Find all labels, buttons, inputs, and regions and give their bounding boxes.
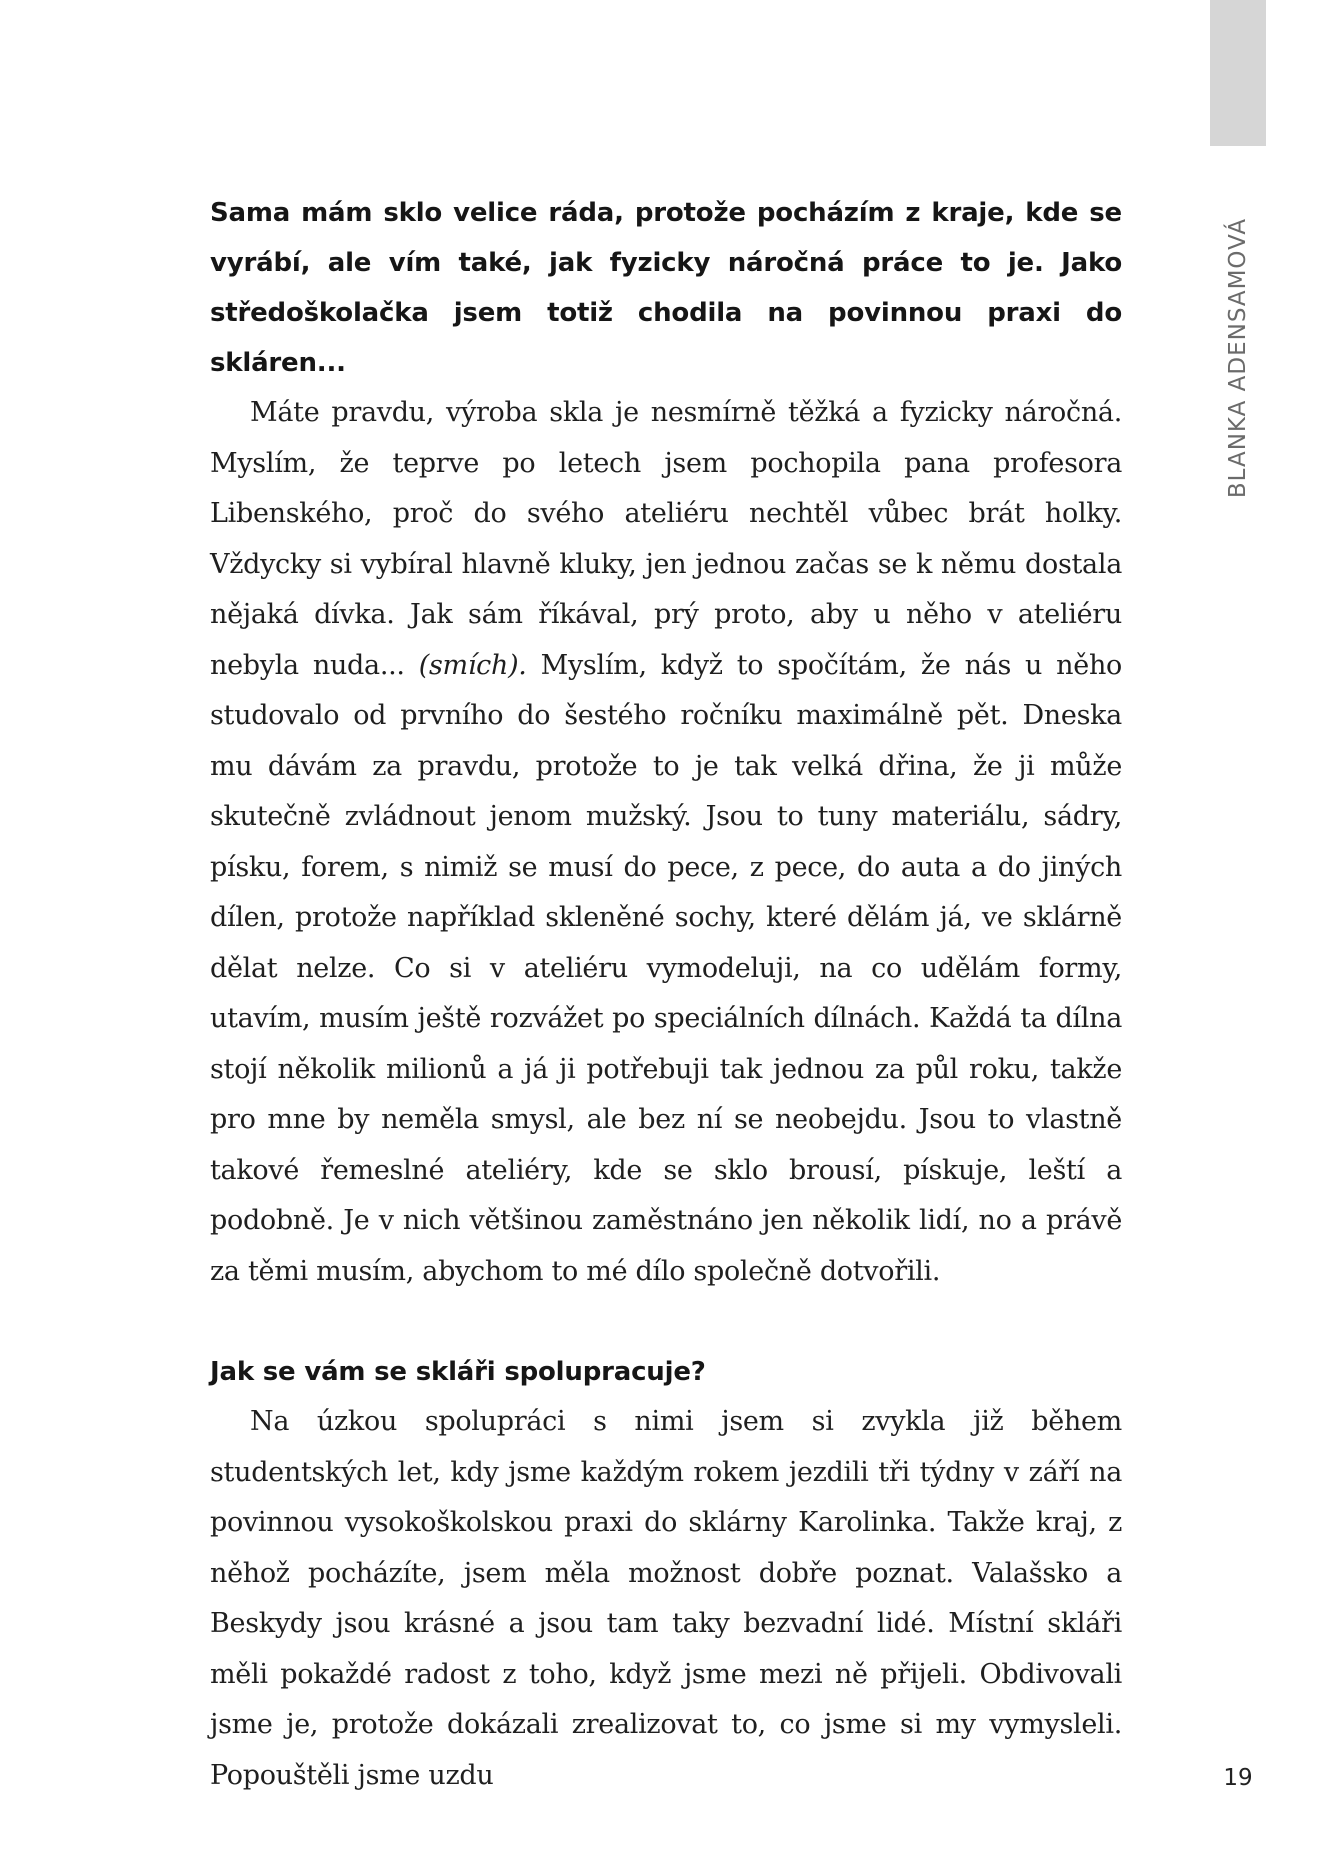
answer-1-laugh-note: (smích). bbox=[418, 649, 527, 681]
page-number: 19 bbox=[1223, 1765, 1253, 1791]
interview-answer-1 bbox=[210, 388, 1122, 1297]
running-header-text: BLANKA ADENSAMOVÁ bbox=[1225, 217, 1251, 499]
interview-question-1: Sama mám sklo velice ráda, protože pocházím z kraje, kde se vyrábí, ale vím také, jak fyzicky náročná práce to je. Jako středoškolačka jsem totiž chodila na povinnou praxi do skláren... bbox=[210, 198, 1122, 378]
interview-answer-2: Na úzkou spolupráci s nimi jsem si zvykla již během studentských let, kdy jsme každým rokem jezdili tři týdny v září na povinnou vysokoškolskou praxi do sklárny Karolinka. Takže kraj, z něhož pocházíte, jsem měla možnost dobře poznat. Valašsko a Beskydy jsou krásné a jsou tam taky bezvadní lidé. Místní skláři měli pokaždé radost z toho, když jsme mezi ně přijeli. Obdivovali jsme je, protože dokázali zrealizovat to, co jsme si my vymysleli. Popouštěli jsme uzdu bbox=[210, 1406, 1122, 1791]
interview-question-2: Jak se vám se skláři spolupracuje? bbox=[210, 1357, 706, 1387]
page-body bbox=[210, 188, 1122, 1801]
side-tab-marker bbox=[1210, 0, 1266, 146]
answer-1-text-b: Myslím, když to spočítám, že nás u něho studovalo od prvního do šestého ročníku maximálně pět. Dneska mu dávám za pravdu, protože to je tak velká dřina, že ji může skutečně zvládnout jenom mužský. Jsou to tuny materiálu, sádry, písku, forem, s nimiž se musí do pece, z pece, do auta a do jiných dílen, protože například skleněné sochy, které dělám já, ve sklárně dělat nelze. Co si v ateliéru vymodeluji, na co udělám formy, utavím, musím ještě rozvážet po speciálních dílnách. Každá ta dílna stojí několik milionů a já ji potřebuji tak jednou za půl roku, takže pro mne by neměla smysl, ale bez ní se neobejdu. Jsou to vlastně takové řemeslné ateliéry, kde se sklo brousí, pískuje, leští a podobně. Je v nich většinou zaměstnáno jen několik lidí, no a právě za těmi musím, abychom to mé dílo společně dotvořili. bbox=[210, 649, 1122, 1287]
answer-1-text-a: Máte pravdu, výroba skla je nesmírně těžká a fyzicky náročná. Myslím, že teprve po letech jsem pochopila pana profesora Libenského, proč do svého ateliéru nechtěl vůbec brát holky. Vždycky si vybíral hlavně kluky, jen jednou začas se k němu dostala nějaká dívka. Jak sám říkával, prý proto, aby u něho v ateliéru nebyla nuda... bbox=[210, 397, 1122, 681]
